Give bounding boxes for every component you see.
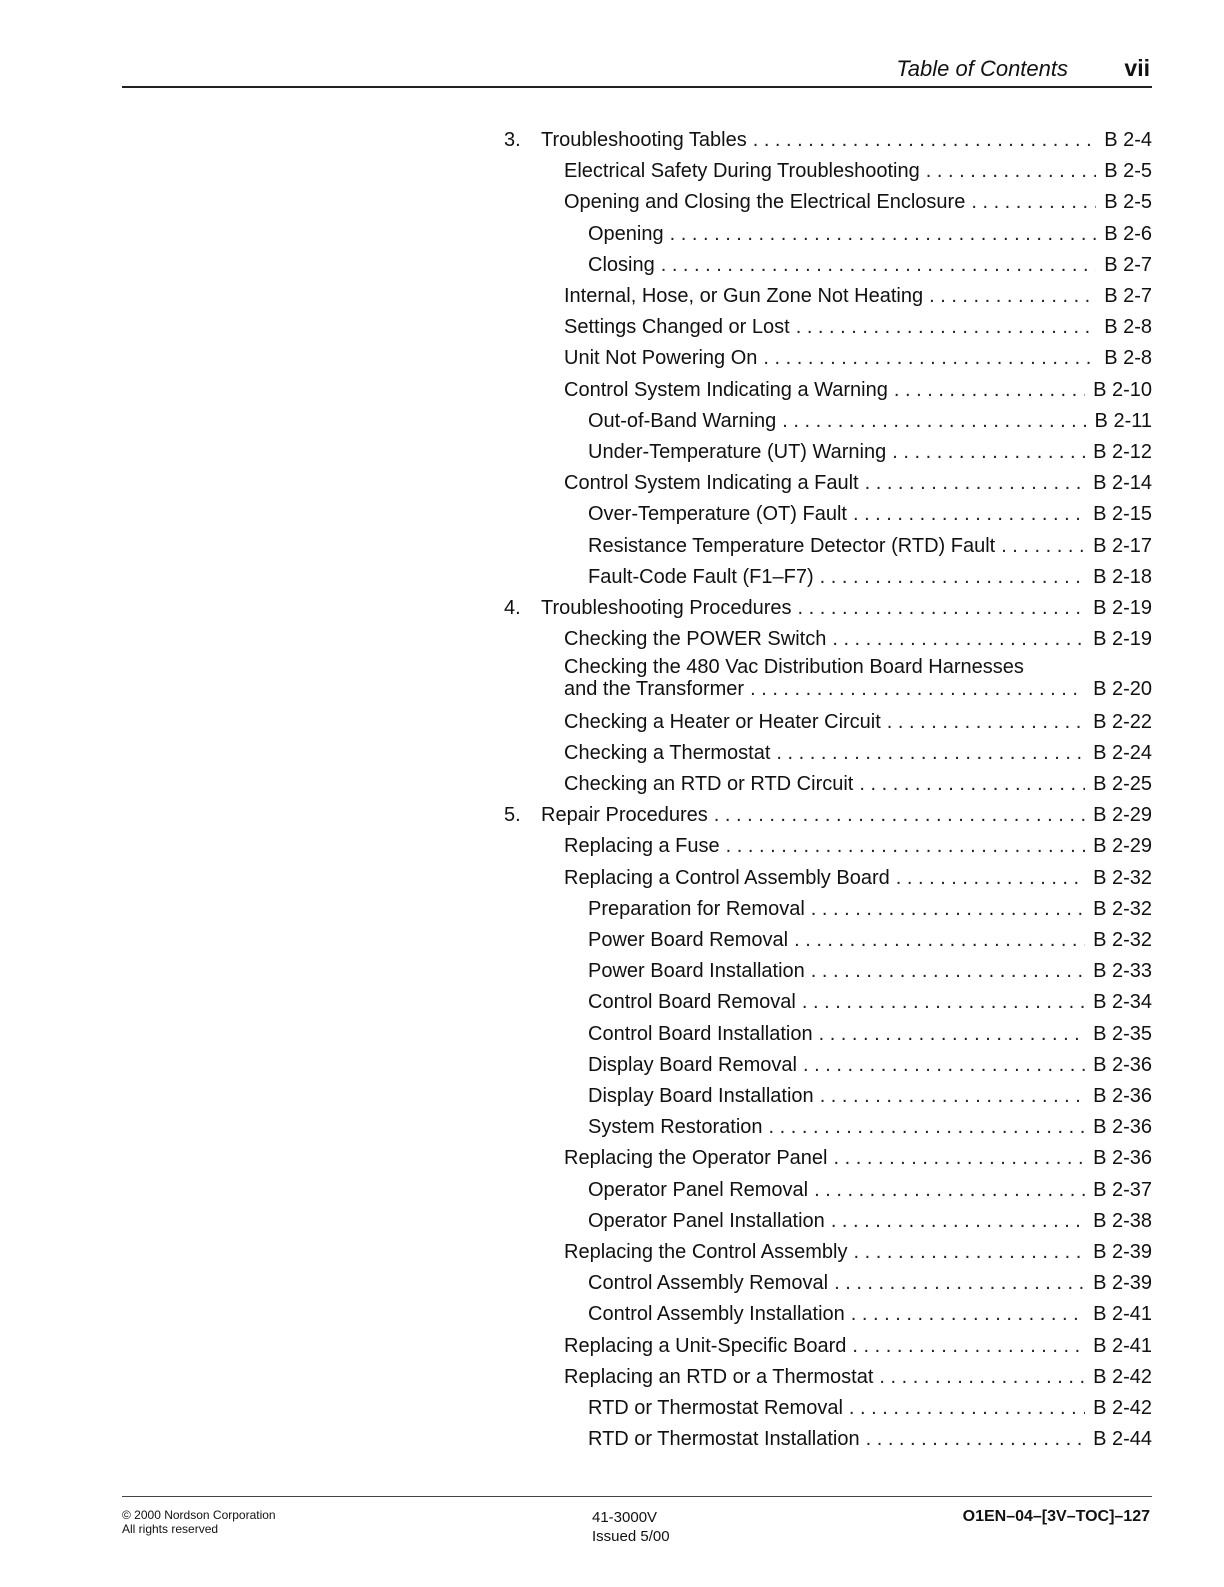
toc-entry[interactable] <box>504 128 1152 152</box>
toc-entry[interactable] <box>564 346 1152 370</box>
toc-entry-label: Fault-Code Fault (F1–F7) <box>588 565 814 588</box>
dot-leader <box>879 1365 1085 1389</box>
footer-doc-info <box>592 1508 670 1546</box>
toc-entry-label: Replacing the Operator Panel <box>564 1147 828 1170</box>
toc-entry[interactable] <box>588 534 1152 558</box>
dot-leader <box>802 990 1085 1014</box>
dot-leader <box>834 1146 1086 1170</box>
toc-page-ref: B 2-39 <box>1093 1241 1152 1263</box>
toc-entry-label: Display Board Installation <box>588 1085 814 1107</box>
toc-page-ref: B 2-36 <box>1093 1085 1152 1107</box>
dot-leader <box>798 596 1086 620</box>
toc-entry[interactable] <box>588 959 1152 983</box>
toc-page-ref: B 2-36 <box>1093 1053 1152 1076</box>
dot-leader <box>865 471 1085 495</box>
toc-page-ref: B 2-5 <box>1104 160 1152 183</box>
dot-leader <box>763 346 1096 370</box>
toc-entry-label: RTD or Thermostat Installation <box>588 1428 860 1451</box>
toc-entry[interactable] <box>588 1115 1152 1139</box>
toc-page-ref: B 2-24 <box>1093 741 1152 764</box>
dot-leader <box>796 315 1096 339</box>
doc-number: 41-3000V <box>592 1509 658 1526</box>
dot-leader <box>753 128 1096 152</box>
toc-entry[interactable] <box>564 1365 1152 1389</box>
toc-page-ref: B 2-41 <box>1093 1334 1152 1357</box>
copyright-text: © 2000 Nordson Corporation <box>122 1508 276 1522</box>
dot-leader <box>814 1178 1085 1202</box>
toc-entry[interactable] <box>588 440 1152 464</box>
toc-page-ref: B 2-8 <box>1104 316 1152 339</box>
toc-page-ref: B 2-37 <box>1093 1178 1152 1201</box>
dot-leader <box>769 1115 1086 1139</box>
toc-page-ref: B 2-18 <box>1093 565 1152 588</box>
toc-entry-label: Operator Panel Removal <box>588 1178 809 1201</box>
toc-page-ref: B 2-44 <box>1093 1428 1152 1451</box>
dot-leader <box>896 866 1085 890</box>
toc-entry[interactable] <box>564 741 1152 765</box>
toc-entry-label: Checking a Thermostat <box>564 741 771 764</box>
toc-page-ref: B 2-38 <box>1093 1209 1152 1232</box>
toc-entry[interactable] <box>588 928 1152 952</box>
toc-entry-label-line1: Checking the 480 Vac Distribution Board Harnesses <box>564 656 1024 679</box>
header-page-number: vii <box>1124 55 1150 81</box>
dot-leader <box>811 897 1085 921</box>
toc-page-ref: B 2-35 <box>1093 1022 1152 1045</box>
toc-page-ref: B 2-4 <box>1104 129 1152 151</box>
toc-page-ref: B 2-10 <box>1093 378 1152 401</box>
toc-page-ref: B 2-17 <box>1093 534 1152 557</box>
toc-page-ref: B 2-34 <box>1093 991 1152 1014</box>
toc-page-ref: B 2-41 <box>1093 1303 1152 1326</box>
toc-page-ref: B 2-32 <box>1093 866 1152 889</box>
dot-leader <box>929 284 1096 308</box>
toc-entry-label: Control System Indicating a Fault <box>564 472 859 495</box>
toc-page-ref: B 2-7 <box>1104 285 1152 307</box>
dot-leader <box>794 928 1085 952</box>
toc-page-ref: B 2-6 <box>1104 222 1152 245</box>
toc-page-ref: B 2-36 <box>1093 1116 1152 1139</box>
toc-page-ref: B 2-7 <box>1104 253 1152 276</box>
toc-entry-label: Replacing the Control Assembly <box>564 1241 848 1263</box>
dot-leader <box>866 1427 1085 1451</box>
toc-entry-label: Control Assembly Installation <box>588 1303 845 1326</box>
toc-entry[interactable] <box>588 1427 1152 1451</box>
toc-entry[interactable] <box>504 803 1152 827</box>
footer-divider <box>122 1496 1152 1497</box>
toc-entry[interactable] <box>588 1396 1152 1420</box>
toc-entry-label: Operator Panel Installation <box>588 1209 825 1232</box>
toc-entry[interactable] <box>588 1053 1152 1077</box>
toc-entry-label: and the Transformer <box>564 678 745 701</box>
toc-entry[interactable] <box>564 471 1152 495</box>
dot-leader <box>714 803 1085 827</box>
toc-entry[interactable] <box>564 378 1152 402</box>
toc-entry[interactable] <box>588 1302 1152 1326</box>
dot-leader <box>750 677 1085 701</box>
toc-entry-label: Control Board Installation <box>588 1022 813 1045</box>
toc-section-number: 4. <box>504 597 521 619</box>
toc-page-ref: B 2-19 <box>1093 628 1152 651</box>
toc-entry-label: Troubleshooting Tables <box>541 129 747 151</box>
toc-entry-label: Display Board Removal <box>588 1053 797 1076</box>
dot-leader <box>851 1302 1085 1326</box>
dot-leader <box>670 222 1097 246</box>
dot-leader <box>887 710 1085 734</box>
toc-page-ref: B 2-14 <box>1093 472 1152 495</box>
dot-leader <box>853 1240 1085 1264</box>
toc-entry-label: Replacing an RTD or a Thermostat <box>564 1365 874 1388</box>
toc-entry[interactable] <box>588 1178 1152 1202</box>
toc-page-ref: B 2-25 <box>1093 773 1152 795</box>
dot-leader <box>776 741 1085 765</box>
toc-entry-label: System Restoration <box>588 1116 763 1139</box>
toc-page-ref: B 2-29 <box>1093 835 1152 858</box>
toc-entry-label: Out-of-Band Warning <box>588 409 777 432</box>
toc-entry[interactable] <box>564 284 1152 308</box>
toc-entry-label: RTD or Thermostat Removal <box>588 1397 843 1419</box>
toc-page-ref: B 2-36 <box>1093 1147 1152 1170</box>
toc-entry-label: Unit Not Powering On <box>564 347 758 370</box>
toc-page-ref: B 2-11 <box>1094 409 1152 432</box>
toc-entry-label: Repair Procedures <box>541 804 708 827</box>
toc-page-ref: B 2-42 <box>1093 1397 1152 1419</box>
dot-leader <box>892 440 1085 464</box>
toc-entry[interactable] <box>588 565 1152 589</box>
toc-page-ref: B 2-32 <box>1093 897 1152 920</box>
toc-entry-label: Internal, Hose, or Gun Zone Not Heating <box>564 285 924 307</box>
toc-entry-label: Replacing a Control Assembly Board <box>564 866 890 889</box>
toc-page-ref: B 2-42 <box>1093 1365 1152 1388</box>
toc-section-number: 5. <box>504 804 521 827</box>
dot-leader <box>661 253 1096 277</box>
toc-entry[interactable] <box>504 596 1152 620</box>
toc-entry[interactable] <box>564 627 1152 651</box>
header-title: Table of Contents <box>896 56 1068 81</box>
dot-leader <box>831 1209 1085 1233</box>
dot-leader <box>849 1396 1085 1420</box>
issued-date: Issued 5/00 <box>592 1528 670 1545</box>
toc-entry[interactable] <box>588 253 1152 277</box>
toc-page-ref: B 2-20 <box>1093 678 1152 701</box>
toc-page-ref: B 2-22 <box>1093 710 1152 733</box>
dot-leader <box>782 409 1086 433</box>
toc-entry-label: Replacing a Fuse <box>564 835 720 858</box>
toc-entry[interactable] <box>588 1271 1152 1295</box>
toc-entry[interactable] <box>564 772 1152 796</box>
dot-leader <box>853 502 1085 526</box>
toc-page-ref: B 2-32 <box>1093 929 1152 951</box>
dot-leader <box>926 159 1096 183</box>
toc-page-ref: B 2-12 <box>1093 441 1152 463</box>
dot-leader <box>820 565 1085 589</box>
toc-entry-label: Replacing a Unit-Specific Board <box>564 1334 847 1357</box>
toc-entry-label: Power Board Installation <box>588 960 805 983</box>
toc-entry[interactable] <box>588 990 1152 1014</box>
toc-entry[interactable] <box>564 657 1152 701</box>
toc-page-ref: B 2-33 <box>1093 960 1152 983</box>
dot-leader <box>859 772 1085 796</box>
toc-entry-label: Closing <box>588 253 655 276</box>
dot-leader <box>803 1053 1085 1077</box>
toc-entry[interactable] <box>588 897 1152 921</box>
toc-entry-label: Checking the POWER Switch <box>564 628 827 651</box>
toc-entry-label: Opening and Closing the Electrical Enclosure <box>564 191 966 214</box>
dot-leader <box>832 627 1085 651</box>
toc-entry[interactable] <box>564 190 1152 214</box>
toc-entry[interactable] <box>564 315 1152 339</box>
toc-entry-label: Preparation for Removal <box>588 897 805 920</box>
toc-entry[interactable] <box>588 502 1152 526</box>
toc-page-ref: B 2-29 <box>1093 804 1152 827</box>
toc-page-ref: B 2-5 <box>1104 191 1152 214</box>
toc-entry-label: Troubleshooting Procedures <box>541 597 792 619</box>
dot-leader <box>971 190 1096 214</box>
toc-entry-label: Under-Temperature (UT) Warning <box>588 441 887 463</box>
toc-page-ref: B 2-39 <box>1093 1272 1152 1295</box>
toc-entry[interactable] <box>564 834 1152 858</box>
footer-copyright <box>122 1508 276 1536</box>
dot-leader <box>819 1022 1085 1046</box>
toc-entry[interactable] <box>588 409 1152 433</box>
toc-section-number: 3. <box>504 129 521 151</box>
dot-leader <box>834 1271 1085 1295</box>
toc-entry[interactable] <box>588 1209 1152 1233</box>
toc-entry-label: Checking a Heater or Heater Circuit <box>564 710 881 733</box>
toc-entry-label: Resistance Temperature Detector (RTD) Fault <box>588 534 996 557</box>
toc-page-ref: B 2-15 <box>1093 503 1152 526</box>
footer-part-code: O1EN–04–[3V–TOC]–127 <box>962 1508 1150 1525</box>
toc-entry-label: Control Assembly Removal <box>588 1272 829 1295</box>
toc-entry[interactable] <box>564 1146 1152 1170</box>
toc-entry-label: Electrical Safety During Troubleshooting <box>564 160 920 183</box>
toc-entry-label: Checking an RTD or RTD Circuit <box>564 773 854 795</box>
toc-entry[interactable] <box>564 159 1152 183</box>
toc-entry-label: Power Board Removal <box>588 929 789 951</box>
toc-page-ref: B 2-19 <box>1093 597 1152 619</box>
toc-entry[interactable] <box>564 710 1152 734</box>
dot-leader <box>820 1084 1085 1108</box>
toc-entry-label: Opening <box>588 222 664 245</box>
toc-page-ref: B 2-8 <box>1104 347 1152 370</box>
dot-leader <box>852 1334 1085 1358</box>
rights-text: All rights reserved <box>122 1522 219 1536</box>
toc-entry-label: Over-Temperature (OT) Fault <box>588 503 847 526</box>
toc-entry[interactable] <box>588 1022 1152 1046</box>
toc-entry[interactable] <box>564 1240 1152 1264</box>
dot-leader <box>1001 534 1085 558</box>
toc-entry[interactable] <box>588 1084 1152 1108</box>
toc-entry-label: Control Board Removal <box>588 991 796 1014</box>
toc-entry[interactable] <box>564 1334 1152 1358</box>
toc-entry[interactable] <box>588 222 1152 246</box>
dot-leader <box>726 834 1085 858</box>
dot-leader <box>811 959 1085 983</box>
toc-entry-label: Settings Changed or Lost <box>564 316 790 339</box>
dot-leader <box>894 378 1085 402</box>
toc-entry-label: Control System Indicating a Warning <box>564 378 888 401</box>
toc-entry[interactable] <box>564 866 1152 890</box>
